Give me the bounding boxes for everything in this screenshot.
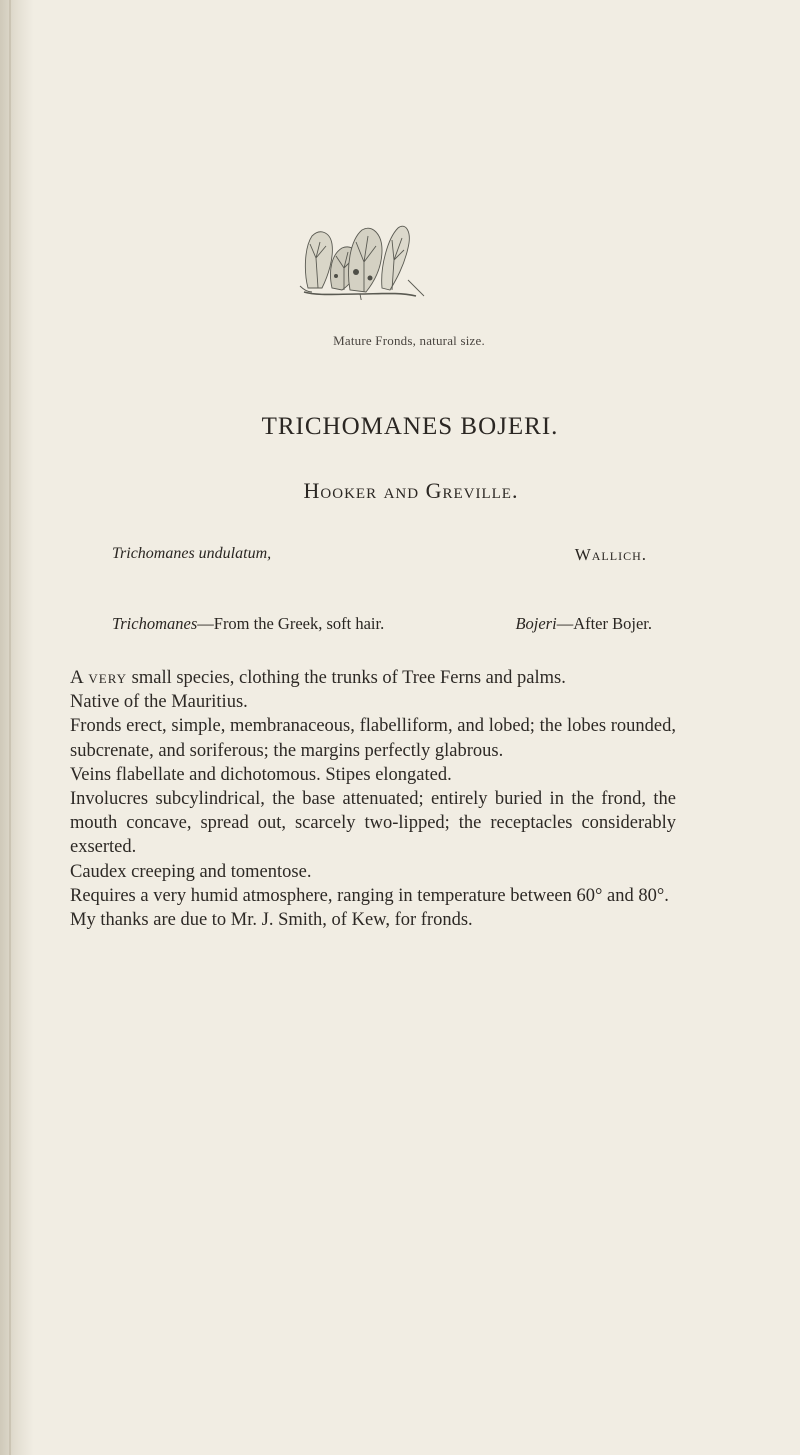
description-paragraph: Caudex creeping and tomentose. [70,861,312,882]
etymology-genus-text: —From the Greek, soft hair. [197,614,385,633]
description-paragraph: Veins flabellate and dichotomous. Stipes elongated. [70,764,452,785]
binding-shadow [0,0,34,1455]
title-authors: Hooker and Greville. [303,478,519,503]
description-paragraph: Requires a very humid atmosphere, ranging in temperature between 60° and 80°. [70,885,669,906]
fern-fronds-illustration [298,218,426,300]
description-paragraph [70,666,676,690]
illustration-caption: Mature Fronds, natural size. [333,333,485,348]
page-title: TRICHOMANES BOJERI. [261,413,559,440]
etymology-genus [112,614,384,634]
lead-word: very [88,668,128,688]
etymology-species-term: Bojeri [515,614,557,633]
description-paragraph: My thanks are due to Mr. J. Smith, of Kew, for fronds. [70,910,473,931]
binding-line [9,0,11,1455]
etymology-line [112,614,652,634]
species-description [70,666,676,932]
first-letter: A [70,667,84,688]
description-paragraph: Fronds erect, simple, membranaceous, flabelliform, and lobed; the lobes rounded, subcrenate, and soriferous; the margins perfectly glabrous. [70,716,676,761]
description-paragraph: Native of the Mauritius. [70,692,248,713]
etymology-species [515,614,652,634]
description-paragraph: Involucres subcylindrical, the base attenuated; entirely buried in the frond, the mouth concave, spread out, scarcely two-lipped; the receptacles considerably exserted. [70,789,676,858]
synonym-author: Wallich. [574,545,647,564]
paragraph-text: small species, clothing the trunks of Tree Ferns and palms. [131,668,566,688]
etymology-species-text: —After Bojer. [556,614,652,633]
synonym-name: Trichomanes undulatum, [112,545,272,562]
synonym-line [112,545,647,565]
etymology-genus-term: Trichomanes [112,614,198,633]
